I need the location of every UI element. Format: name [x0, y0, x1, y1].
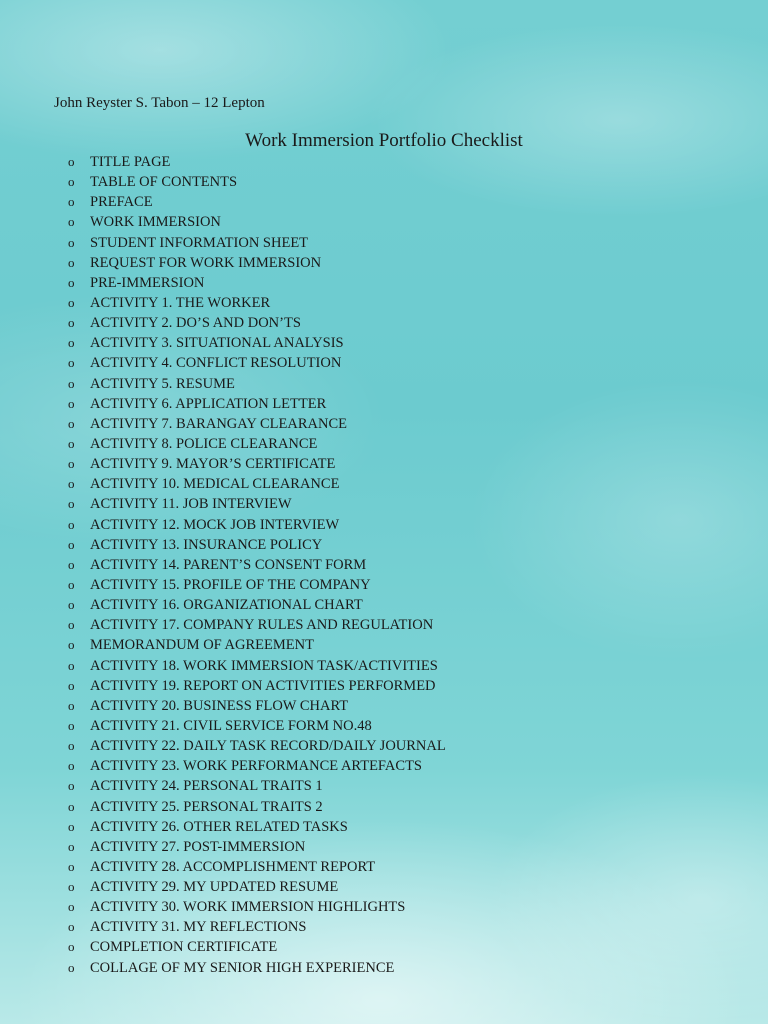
circle-bullet-icon: o	[68, 234, 75, 250]
checklist-item-label: ACTIVITY 27. POST-IMMERSION	[90, 838, 306, 855]
checklist-item-label: TABLE OF CONTENTS	[90, 174, 238, 191]
circle-bullet-icon: o	[68, 375, 75, 391]
circle-bullet-icon: o	[68, 717, 75, 733]
circle-bullet-icon: o	[68, 677, 75, 693]
circle-bullet-icon: o	[68, 254, 75, 270]
circle-bullet-icon: o	[68, 496, 75, 512]
circle-bullet-icon: o	[68, 738, 75, 754]
checklist-item-label: ACTIVITY 20. BUSINESS FLOW CHART	[90, 697, 349, 714]
checklist-item-label: ACTIVITY 2. DO’S AND DON’TS	[90, 315, 301, 332]
checklist-item-label: ACTIVITY 28. ACCOMPLISHMENT REPORT	[90, 858, 376, 875]
checklist-item-label: ACTIVITY 4. CONFLICT RESOLUTION	[90, 355, 342, 372]
circle-bullet-icon: o	[68, 576, 75, 592]
checklist-item-label: ACTIVITY 7. BARANGAY CLEARANCE	[90, 415, 347, 432]
circle-bullet-icon: o	[68, 476, 75, 492]
circle-bullet-icon: o	[68, 415, 75, 431]
circle-bullet-icon: o	[68, 838, 75, 854]
circle-bullet-icon: o	[68, 274, 75, 290]
circle-bullet-icon: o	[68, 617, 75, 633]
checklist-item-label: STUDENT INFORMATION SHEET	[90, 234, 309, 251]
circle-bullet-icon: o	[68, 919, 75, 935]
checklist-item-label: ACTIVITY 22. DAILY TASK RECORD/DAILY JOURNAL	[90, 738, 446, 755]
checklist-item-label: ACTIVITY 14. PARENT’S CONSENT FORM	[90, 556, 367, 573]
checklist-item-label: ACTIVITY 15. PROFILE OF THE COMPANY	[90, 576, 371, 593]
checklist-item-label: ACTIVITY 13. INSURANCE POLICY	[90, 536, 323, 553]
checklist-item-label: ACTIVITY 21. CIVIL SERVICE FORM NO.48	[90, 717, 372, 734]
checklist-item-label: ACTIVITY 11. JOB INTERVIEW	[90, 496, 292, 513]
circle-bullet-icon: o	[68, 657, 75, 673]
circle-bullet-icon: o	[68, 899, 75, 915]
circle-bullet-icon: o	[68, 536, 75, 552]
checklist-item-label: TITLE PAGE	[90, 154, 171, 170]
circle-bullet-icon: o	[68, 174, 75, 190]
circle-bullet-icon: o	[68, 939, 75, 955]
checklist-item-label: ACTIVITY 10. MEDICAL CLEARANCE	[90, 476, 340, 493]
circle-bullet-icon: o	[68, 335, 75, 351]
checklist-item-label: ACTIVITY 18. WORK IMMERSION TASK/ACTIVITIES	[90, 657, 438, 674]
checklist-item-label: ACTIVITY 8. POLICE CLEARANCE	[90, 435, 318, 452]
checklist-item-label: ACTIVITY 3. SITUATIONAL ANALYSIS	[90, 335, 344, 352]
circle-bullet-icon: o	[68, 778, 75, 794]
circle-bullet-icon: o	[68, 435, 75, 451]
checklist-item-label: ACTIVITY 12. MOCK JOB INTERVIEW	[90, 516, 340, 533]
circle-bullet-icon: o	[68, 516, 75, 532]
checklist-item-label: PREFACE	[90, 194, 153, 211]
checklist-item-label: COLLAGE OF MY SENIOR HIGH EXPERIENCE	[90, 959, 395, 976]
checklist-item-label: ACTIVITY 17. COMPANY RULES AND REGULATION	[90, 617, 434, 634]
checklist-item-label: REQUEST FOR WORK IMMERSION	[90, 254, 322, 271]
circle-bullet-icon: o	[68, 879, 75, 895]
checklist-item-label: ACTIVITY 6. APPLICATION LETTER	[90, 395, 327, 412]
checklist-item-label: ACTIVITY 5. RESUME	[90, 375, 235, 392]
circle-bullet-icon: o	[68, 456, 75, 472]
checklist-item-label: PRE-IMMERSION	[90, 274, 205, 291]
circle-bullet-icon: o	[68, 294, 75, 310]
circle-bullet-icon: o	[68, 214, 75, 230]
checklist-item-label: ACTIVITY 30. WORK IMMERSION HIGHLIGHTS	[90, 899, 406, 916]
circle-bullet-icon: o	[68, 758, 75, 774]
circle-bullet-icon: o	[68, 697, 75, 713]
circle-bullet-icon: o	[68, 798, 75, 814]
circle-bullet-icon: o	[68, 959, 75, 975]
circle-bullet-icon: o	[68, 355, 75, 371]
checklist-item-label: ACTIVITY 25. PERSONAL TRAITS 2	[90, 798, 323, 815]
checklist-item-label: ACTIVITY 1. THE WORKER	[90, 294, 271, 311]
checklist-item-label: ACTIVITY 29. MY UPDATED RESUME	[90, 879, 339, 896]
circle-bullet-icon: o	[68, 597, 75, 613]
circle-bullet-icon: o	[68, 556, 75, 572]
checklist-item-label: ACTIVITY 16. ORGANIZATIONAL CHART	[90, 597, 363, 614]
checklist-item-label: ACTIVITY 31. MY REFLECTIONS	[90, 919, 307, 936]
document-title: Work Immersion Portfolio Checklist	[245, 130, 523, 151]
checklist-item-label: ACTIVITY 24. PERSONAL TRAITS 1	[90, 778, 323, 795]
circle-bullet-icon: o	[68, 194, 75, 210]
checklist-item-label: MEMORANDUM OF AGREEMENT	[90, 637, 314, 654]
checklist-item-label: ACTIVITY 19. REPORT ON ACTIVITIES PERFORMED	[90, 677, 436, 694]
checklist-item-label: COMPLETION CERTIFICATE	[90, 939, 278, 956]
circle-bullet-icon: o	[68, 818, 75, 834]
checklist-item-label: WORK IMMERSION	[90, 214, 221, 231]
checklist-item-label: ACTIVITY 23. WORK PERFORMANCE ARTEFACTS	[90, 758, 422, 775]
checklist-item-label: ACTIVITY 26. OTHER RELATED TASKS	[90, 818, 348, 835]
circle-bullet-icon: o	[68, 858, 75, 874]
author-line: John Reyster S. Tabon – 12 Lepton	[54, 95, 265, 111]
circle-bullet-icon: o	[68, 395, 75, 411]
checklist-item-label: ACTIVITY 9. MAYOR’S CERTIFICATE	[90, 456, 336, 473]
circle-bullet-icon: o	[68, 315, 75, 331]
circle-bullet-icon: o	[68, 637, 75, 653]
circle-bullet-icon: o	[68, 154, 75, 169]
